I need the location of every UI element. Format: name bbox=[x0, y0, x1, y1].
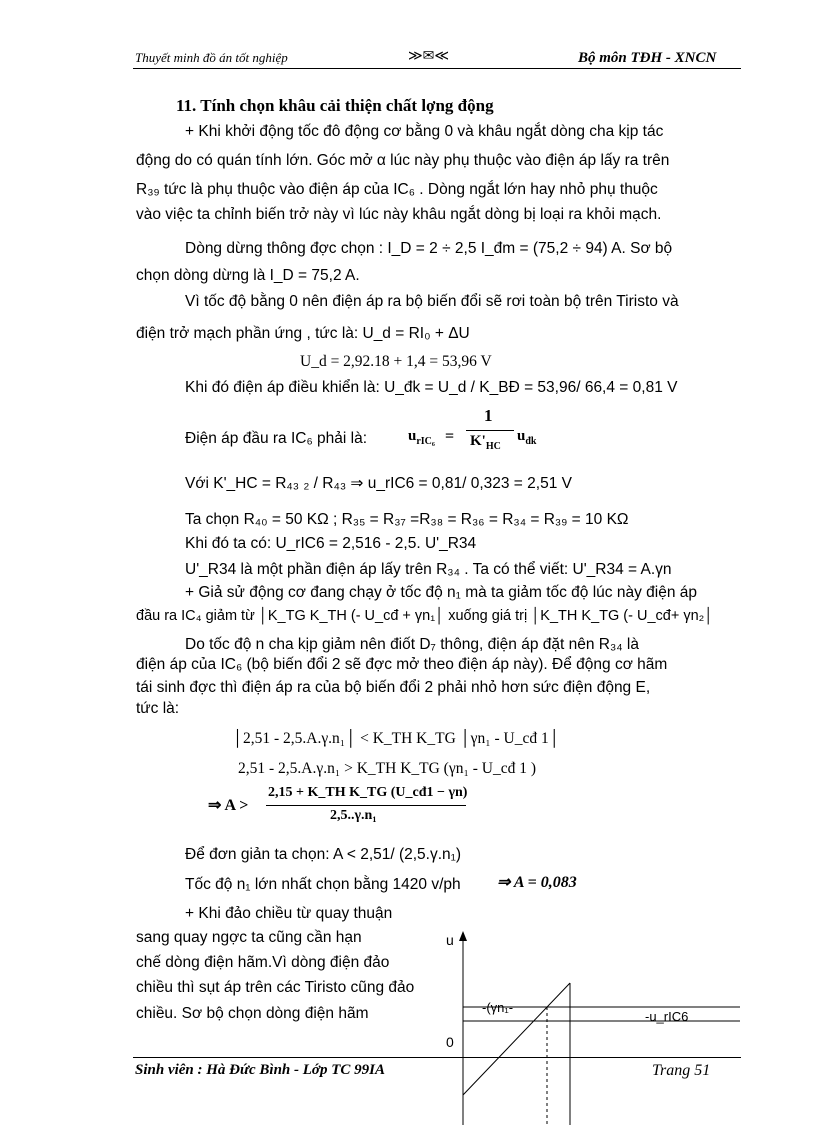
formula1-numerator: 1 bbox=[484, 406, 493, 425]
section-heading: 11. Tính chọn khâu cải thiện chất lợng động bbox=[176, 96, 494, 115]
text-line-21: tức là: bbox=[136, 700, 180, 717]
formula1-denominator: $K'_{HC}$ bbox=[470, 433, 501, 452]
text-line-6: chọn dòng dừng là I_D = 75,2 A. bbox=[136, 267, 360, 284]
text-line-24: Để đơn giản ta chọn: A < 2,51/ (2,5.γ.n₁) bbox=[185, 846, 462, 863]
text-line-28: chế dòng điện hãm.Vì dòng điện đảo bbox=[136, 954, 390, 971]
header-ornament: ≫✉≪ bbox=[408, 49, 450, 64]
text-line-5: Dòng dừng thông đợc chọn : I_D = 2 ÷ 2,5 I_đm = (75,2 ÷ 94) A. Sơ bộ bbox=[185, 240, 673, 257]
text-line-19: điện áp của IC₆ (bộ biến đổi 2 sẽ đợc mở theo điện áp này). Để động cơ hãm bbox=[136, 656, 668, 673]
formula2-fraction-bar bbox=[266, 805, 466, 806]
text-line-8: điện trở mạch phần ứng , tức là: U_d = RI₀ + ΔU bbox=[136, 325, 470, 342]
text-line-29: chiều thì sụt áp trên các Tiristo cũng đảo bbox=[136, 979, 415, 996]
text-line-11: Điện áp đầu ra IC₆ phải là: bbox=[185, 430, 368, 447]
text-line-13: Ta chọn R₄₀ = 50 KΩ ; R₃₅ = R₃₇ =R₃₈ = R₃₆ = R₃₄ = R₃₉ = 10 KΩ bbox=[185, 511, 629, 528]
text-line-30: chiều. Sơ bộ chọn dòng điện hãm bbox=[136, 1005, 369, 1022]
formula1-rhs: $u_{đk}$ bbox=[517, 428, 537, 447]
text-line-16: + Giả sử động cơ đang chạy ở tốc độ n₁ mà ta giảm tốc độ lúc này điện áp bbox=[185, 584, 697, 601]
formula1-lhs: $u_{rIC_6}$ bbox=[408, 428, 435, 447]
text-line-15: U'_R34 là một phần điện áp lấy trên R₃₄ . Ta có thể viết: U'_R34 = A.γn bbox=[185, 561, 672, 578]
text-line-2: động do có quán tính lớn. Góc mở α lúc này phụ thuộc vào điện áp lấy ra trên bbox=[136, 152, 670, 169]
graph-gamma-label: -(γn₁- bbox=[482, 1000, 514, 1015]
graph-zero-label: 0 bbox=[446, 1034, 454, 1050]
header-title-right: Bộ môn TĐH - XNCN bbox=[578, 50, 717, 66]
graph-y-arrow bbox=[459, 931, 467, 941]
graph-uric6-label: -u_rIC6 bbox=[645, 1009, 689, 1024]
text-line-17: đầu ra IC₄ giảm từ │K_TG K_TH (- U_cđ + γn₁│ xuống giá trị │K_TH K_TG (- U_cđ+ γn₂│ bbox=[136, 608, 714, 624]
formula2-numerator: 2,15 + K_TH K_TG (U_cđ1 − γn) bbox=[268, 785, 468, 800]
text-line-12: Với K'_HC = R₄₃ ₂ / R₄₃ ⇒ u_rIC6 = 0,81/ 0,323 = 2,51 V bbox=[185, 475, 572, 492]
text-line-20: tái sinh đợc thì điện áp ra của bộ biến đổi 2 phải nhỏ hơn sức điện động E, bbox=[136, 679, 651, 696]
text-line-26: + Khi đảo chiều từ quay thuận bbox=[185, 905, 393, 922]
graph-ramp-line bbox=[463, 983, 570, 1095]
voltage-graph bbox=[430, 925, 740, 1125]
formula1-equals: = bbox=[445, 428, 455, 445]
formula2-denominator: 2,5..γ.n₁ bbox=[330, 808, 377, 823]
header-title-left: Thuyết minh đồ án tốt nghiệp bbox=[135, 50, 288, 65]
header-rule bbox=[133, 68, 741, 69]
inequality-1: │2,51 - 2,5.A.γ.n₁│ < K_TH K_TG │γn₁ - U_cđ 1│ bbox=[232, 730, 560, 747]
footer-rule bbox=[133, 1057, 741, 1058]
text-line-27: sang quay ngợc ta cũng cần hạn bbox=[136, 929, 362, 946]
result-a: ⇒ A = 0,083 bbox=[497, 874, 577, 891]
text-line-7: Vì tốc độ bằng 0 nên điện áp ra bộ biến đổi sẽ rơi toàn bộ trên Tiristo và bbox=[185, 293, 679, 310]
text-line-4: vào việc ta chỉnh biến trở này vì lúc này khâu ngắt dòng bị loại ra khỏi mạch. bbox=[136, 206, 662, 223]
text-line-3: R₃₉ tức là phụ thuộc vào điện áp của IC₆ . Dòng ngắt lớn hay nhỏ phụ thuộc bbox=[136, 181, 658, 198]
footer-student: Sinh viên : Hà Đức Bình - Lớp TC 99IA bbox=[135, 1062, 385, 1078]
equation-ud: U_d = 2,92.18 + 1,4 = 53,96 V bbox=[300, 353, 492, 370]
footer-page-number: Trang 51 bbox=[652, 1062, 711, 1079]
text-line-14: Khi đó ta có: U_rIC6 = 2,516 - 2,5. U'_R34 bbox=[185, 535, 477, 552]
formula2-prefix: ⇒ A > bbox=[208, 797, 249, 814]
text-line-25: Tốc độ n₁ lớn nhất chọn bằng 1420 v/ph bbox=[185, 876, 461, 893]
text-line-18: Do tốc độ n cha kịp giảm nên điốt D₇ thông, điện áp đặt nên R₃₄ là bbox=[185, 636, 639, 653]
text-line-10: Khi đó điện áp điều khiển là: U_đk = U_d / K_BĐ = 53,96/ 66,4 = 0,81 V bbox=[185, 379, 678, 396]
inequality-2: 2,51 - 2,5.A.γ.n₁ > K_TH K_TG (γn₁ - U_cđ 1 ) bbox=[238, 760, 536, 777]
text-line-1: + Khi khởi động tốc đô động cơ bằng 0 và khâu ngắt dòng cha kịp tác bbox=[185, 123, 664, 140]
graph-y-label: u bbox=[446, 932, 454, 948]
formula1-fraction-bar bbox=[466, 430, 514, 431]
